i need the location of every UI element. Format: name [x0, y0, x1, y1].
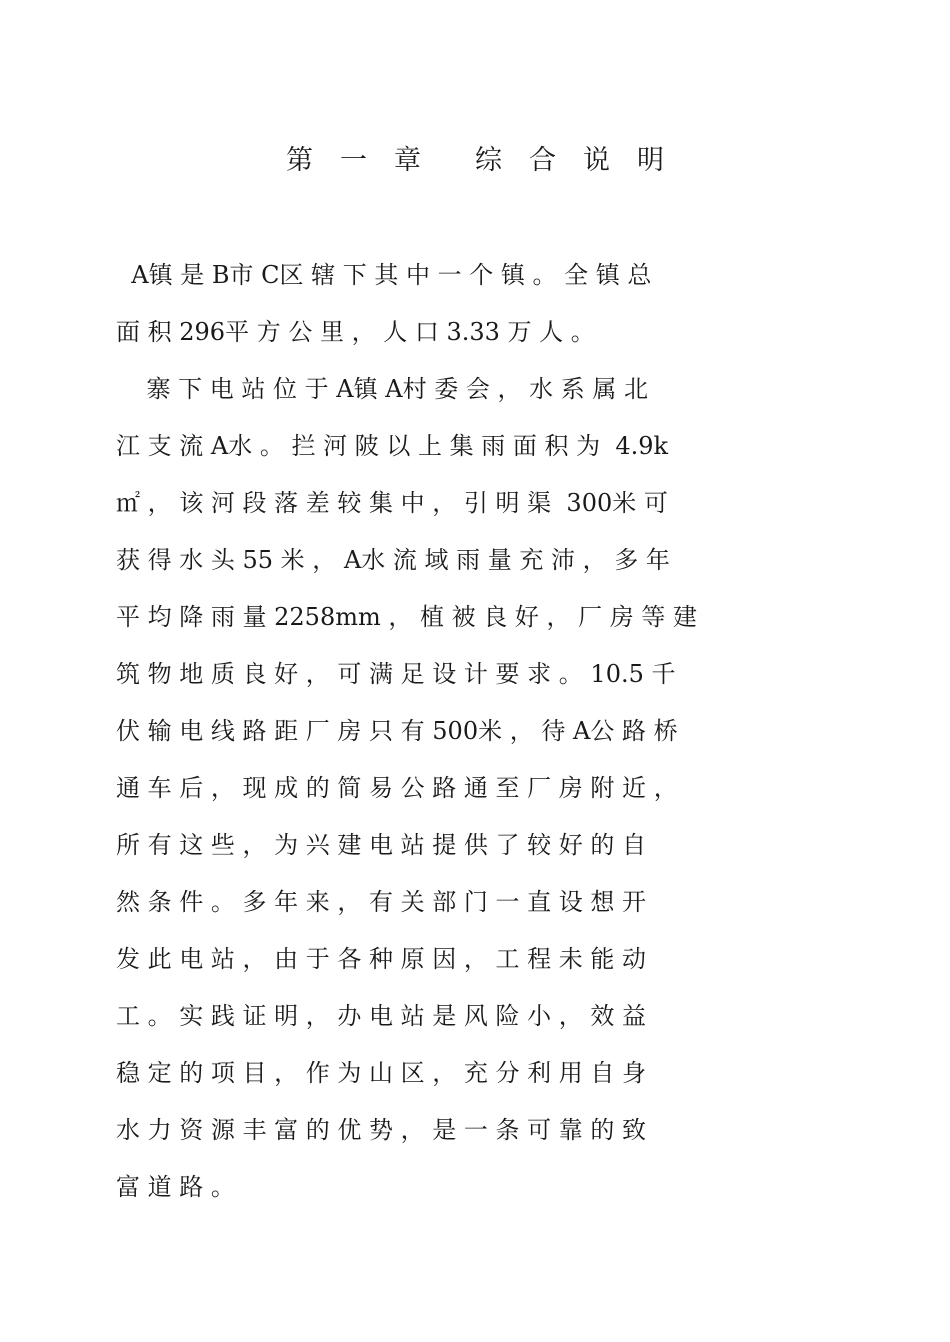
- text-line: 工 。 实 践 证 明 ， 办 电 站 是 风 险 小 ， 效 益: [116, 1002, 647, 1030]
- text-line: 面 积 296平 方 公 里 ， 人 口 3.33 万 人 。: [116, 318, 595, 346]
- text-line: 寨 下 电 站 位 于 A镇 A村 委 会 ， 水 系 属 北: [116, 375, 648, 403]
- text-line: 江 支 流 A水 。 拦 河 陂 以 上 集 雨 面 积 为 4.9k: [116, 432, 669, 460]
- chapter-title: 第 一 章 综 合 说 明: [286, 145, 664, 176]
- text-line: 伏 输 电 线 路 距 厂 房 只 有 500米 ， 待 A公 路 桥: [116, 717, 678, 745]
- text-line: A镇 是 B市 C区 辖 下 其 中 一 个 镇 。 全 镇 总: [116, 261, 652, 289]
- text-line: 然 条 件 。 多 年 来 ， 有 关 部 门 一 直 设 想 开: [116, 888, 647, 916]
- text-line: 稳 定 的 项 目 ， 作 为 山 区 ， 充 分 利 用 自 身: [116, 1059, 647, 1087]
- text-line: ㎡ ， 该 河 段 落 差 较 集 中 ， 引 明 渠 300米 可: [116, 489, 668, 517]
- text-line: 发 此 电 站 ， 由 于 各 种 原 因 ， 工 程 未 能 动: [116, 945, 647, 973]
- text-line: 富 道 路 。: [116, 1173, 235, 1201]
- text-line: 获 得 水 头 55 米 ， A水 流 域 雨 量 充 沛 ， 多 年: [116, 546, 670, 574]
- text-line: 所 有 这 些 ， 为 兴 建 电 站 提 供 了 较 好 的 自: [116, 831, 647, 859]
- text-line: 筑 物 地 质 良 好 ， 可 满 足 设 计 要 求 。 10.5 千: [116, 660, 676, 688]
- text-line: 平 均 降 雨 量 2258mm ， 植 被 良 好 ， 厂 房 等 建: [116, 603, 698, 631]
- text-line: 水 力 资 源 丰 富 的 优 势 ， 是 一 条 可 靠 的 致: [116, 1116, 647, 1144]
- text-line: 通 车 后 ， 现 成 的 简 易 公 路 通 至 厂 房 附 近 ，: [116, 774, 678, 802]
- body-paragraphs: [116, 250, 876, 1219]
